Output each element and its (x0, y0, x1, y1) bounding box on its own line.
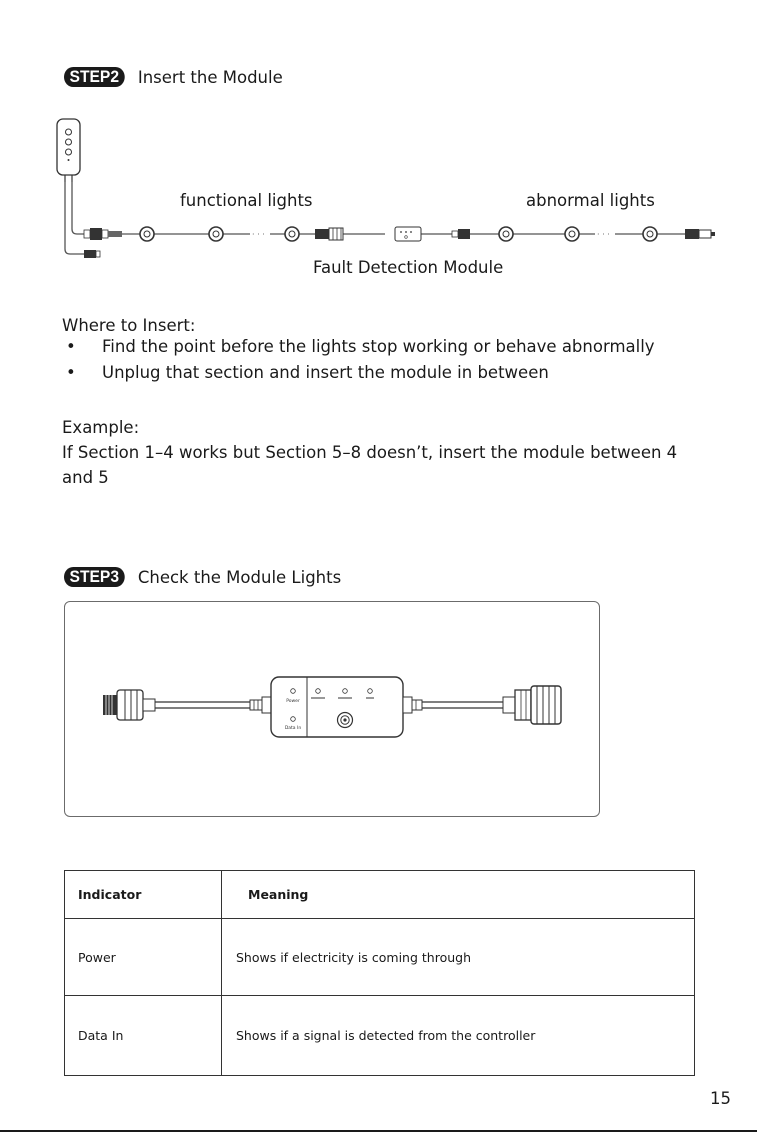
table-row (65, 996, 695, 1076)
left-cable-connector-icon (250, 697, 271, 713)
bullet-dot: • (66, 337, 76, 356)
bulb-icon (643, 227, 657, 241)
bulb-icon (499, 227, 513, 241)
data-in-led-label: Data In (284, 726, 302, 731)
step3-title: Check the Module Lights (137, 567, 342, 587)
power-connector-icon (84, 250, 100, 258)
example-text: If Section 1–4 works but Section 5–8 doesn’t, insert the module between 4 and 5 (62, 443, 678, 487)
left-plug-icon (103, 690, 155, 720)
connector-icon (315, 228, 343, 240)
meaning-cell: Shows if a signal is detected from the controller (222, 996, 695, 1076)
indicator-table (64, 870, 695, 1076)
bulb-icon (285, 227, 299, 241)
fault-detection-module-icon (395, 227, 421, 241)
indicator-label-mark (338, 697, 352, 699)
input-connector-icon (84, 228, 122, 240)
step3-badge: STEP3 (64, 567, 125, 587)
reset-button-icon (338, 713, 353, 728)
meaning-column-header: Meaning (222, 871, 695, 919)
right-cable-connector-icon (403, 697, 422, 713)
step3-heading (64, 565, 341, 589)
bulb-icon (209, 227, 223, 241)
bullet-text: Find the point before the lights stop working or behave abnormally (102, 337, 655, 356)
bullet-item (62, 363, 549, 382)
svg-text:· · ·: · · · (252, 230, 265, 239)
bullet-dot: • (66, 363, 76, 382)
fault-detection-module-label: Fault Detection Module (313, 258, 504, 277)
indicator-cell: Data In (65, 996, 222, 1076)
connector-icon (452, 229, 470, 239)
controller-remote-icon (57, 119, 80, 182)
meaning-cell: Shows if electricity is coming through (222, 919, 695, 996)
bulb-icon (565, 227, 579, 241)
step2-heading (64, 65, 283, 89)
indicator-label-mark (311, 697, 325, 699)
example-heading: Example: (62, 418, 140, 437)
bulb-icon (140, 227, 154, 241)
indicator-cell: Power (65, 919, 222, 996)
step2-title: Insert the Module (137, 67, 283, 87)
abnormal-lights-label: abnormal lights (526, 191, 655, 210)
fault-detection-module-body (271, 677, 403, 737)
right-plug-icon (503, 686, 561, 724)
step2-badge: STEP2 (64, 67, 125, 87)
module-illustration (65, 602, 601, 818)
power-led-label: Power (286, 699, 300, 704)
end-connector-icon (685, 229, 715, 239)
table-row (65, 919, 695, 996)
bottom-rule (0, 1130, 757, 1132)
functional-lights-label: functional lights (180, 191, 313, 210)
where-to-insert-heading: Where to Insert: (62, 316, 196, 335)
bullet-text: Unplug that section and insert the module in between (102, 363, 549, 382)
page-number: 15 (710, 1089, 731, 1108)
indicator-label-mark (366, 697, 374, 699)
svg-text:· · ·: · · · (597, 230, 610, 239)
module-illustration-panel (64, 601, 600, 817)
indicator-column-header: Indicator (65, 871, 222, 919)
bullet-item (62, 337, 655, 356)
table-header-row (65, 871, 695, 919)
